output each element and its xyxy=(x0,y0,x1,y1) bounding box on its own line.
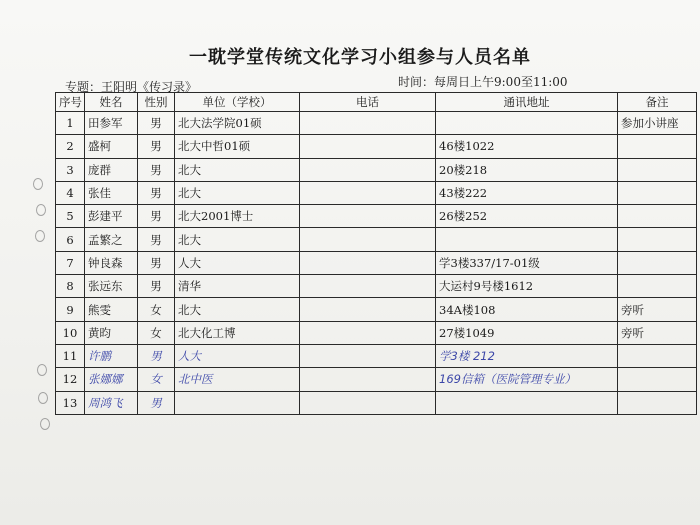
cell-name: 周鸿飞 xyxy=(85,391,138,414)
cell-no: 8 xyxy=(56,275,85,298)
cell-unit: 北中医 xyxy=(175,368,300,391)
cell-address: 34A楼108 xyxy=(436,298,618,321)
cell-unit: 清华 xyxy=(175,275,300,298)
cell-unit: 北大法学院01硕 xyxy=(175,112,300,135)
cell-phone xyxy=(300,181,436,204)
time-line: 时间：每周日上午9:00至11:00 xyxy=(398,75,568,89)
cell-gender: 女 xyxy=(138,368,175,391)
cell-name: 许鹏 xyxy=(85,344,138,367)
cell-name: 孟繁之 xyxy=(85,228,138,251)
cell-address: 27楼1049 xyxy=(436,321,618,344)
cell-no: 2 xyxy=(56,135,85,158)
cell-unit: 北大 xyxy=(175,181,300,204)
cell-address: 169信箱（医院管理专业） xyxy=(436,368,618,391)
table-row xyxy=(56,135,697,158)
header-gender: 性别 xyxy=(138,93,175,112)
cell-name: 钟良森 xyxy=(85,251,138,274)
cell-gender: 男 xyxy=(138,275,175,298)
table-row xyxy=(56,228,697,251)
cell-phone xyxy=(300,228,436,251)
table-row xyxy=(56,251,697,274)
cell-phone xyxy=(300,251,436,274)
cell-note xyxy=(618,205,697,228)
cell-unit: 人大 xyxy=(175,344,300,367)
cell-phone xyxy=(300,112,436,135)
cell-gender: 男 xyxy=(138,181,175,204)
cell-unit: 北大 xyxy=(175,298,300,321)
cell-no: 4 xyxy=(56,181,85,204)
cell-no: 3 xyxy=(56,158,85,181)
cell-phone xyxy=(300,205,436,228)
cell-no: 11 xyxy=(56,344,85,367)
table-row xyxy=(56,181,697,204)
cell-phone xyxy=(300,275,436,298)
margin-mark xyxy=(38,392,48,404)
cell-gender: 男 xyxy=(138,228,175,251)
roster-table xyxy=(55,92,697,415)
cell-address: 学3楼337/17-01级 xyxy=(436,251,618,274)
topic-line: 专题：王阳明《传习录》 xyxy=(65,80,198,94)
cell-name: 田参军 xyxy=(85,112,138,135)
cell-name: 张远东 xyxy=(85,275,138,298)
cell-note xyxy=(618,135,697,158)
cell-name: 张娜娜 xyxy=(85,368,138,391)
header-no: 序号 xyxy=(56,93,85,112)
table-row xyxy=(56,321,697,344)
cell-name: 黄昀 xyxy=(85,321,138,344)
margin-mark xyxy=(37,364,47,376)
table-row xyxy=(56,158,697,181)
cell-note: 旁听 xyxy=(618,321,697,344)
cell-no: 5 xyxy=(56,205,85,228)
cell-address: 学3楼 212 xyxy=(436,344,618,367)
cell-gender: 男 xyxy=(138,158,175,181)
cell-phone xyxy=(300,391,436,414)
cell-no: 13 xyxy=(56,391,85,414)
header-unit: 单位（学校） xyxy=(175,93,300,112)
cell-unit: 北大中哲01硕 xyxy=(175,135,300,158)
header-address: 通讯地址 xyxy=(436,93,618,112)
margin-mark xyxy=(35,230,45,242)
cell-phone xyxy=(300,158,436,181)
cell-note xyxy=(618,275,697,298)
cell-note xyxy=(618,181,697,204)
cell-note xyxy=(618,344,697,367)
cell-address: 20楼218 xyxy=(436,158,618,181)
cell-name: 张佳 xyxy=(85,181,138,204)
margin-mark xyxy=(36,204,46,216)
cell-address xyxy=(436,391,618,414)
cell-name: 熊雯 xyxy=(85,298,138,321)
table-row xyxy=(56,275,697,298)
cell-note: 旁听 xyxy=(618,298,697,321)
cell-phone xyxy=(300,321,436,344)
cell-no: 10 xyxy=(56,321,85,344)
cell-note: 参加小讲座 xyxy=(618,112,697,135)
cell-gender: 男 xyxy=(138,251,175,274)
cell-gender: 男 xyxy=(138,205,175,228)
cell-unit: 人大 xyxy=(175,251,300,274)
cell-no: 1 xyxy=(56,112,85,135)
cell-no: 9 xyxy=(56,298,85,321)
cell-note xyxy=(618,391,697,414)
cell-address xyxy=(436,228,618,251)
cell-gender: 男 xyxy=(138,391,175,414)
cell-no: 7 xyxy=(56,251,85,274)
table-row xyxy=(56,298,697,321)
table-row xyxy=(56,205,697,228)
cell-note xyxy=(618,368,697,391)
table-row xyxy=(56,391,697,414)
cell-phone xyxy=(300,298,436,321)
cell-gender: 女 xyxy=(138,298,175,321)
cell-gender: 男 xyxy=(138,112,175,135)
margin-mark xyxy=(33,178,43,190)
cell-phone xyxy=(300,344,436,367)
cell-unit: 北大化工博 xyxy=(175,321,300,344)
cell-phone xyxy=(300,135,436,158)
cell-name: 彭建平 xyxy=(85,205,138,228)
header-note: 备注 xyxy=(618,93,697,112)
cell-phone xyxy=(300,368,436,391)
cell-gender: 男 xyxy=(138,344,175,367)
cell-unit: 北大2001博士 xyxy=(175,205,300,228)
cell-note xyxy=(618,228,697,251)
header-name: 姓名 xyxy=(85,93,138,112)
cell-no: 6 xyxy=(56,228,85,251)
cell-unit: 北大 xyxy=(175,228,300,251)
cell-note xyxy=(618,158,697,181)
cell-address: 大运村9号楼1612 xyxy=(436,275,618,298)
cell-gender: 女 xyxy=(138,321,175,344)
table-row xyxy=(56,344,697,367)
header-phone: 电话 xyxy=(300,93,436,112)
table-row xyxy=(56,112,697,135)
cell-unit: 北大 xyxy=(175,158,300,181)
margin-mark xyxy=(40,418,50,430)
cell-address: 46楼1022 xyxy=(436,135,618,158)
table-header-row xyxy=(56,93,697,112)
table-row xyxy=(56,368,697,391)
cell-no: 12 xyxy=(56,368,85,391)
cell-note xyxy=(618,251,697,274)
document-title: 一耽学堂传统文化学习小组参与人员名单 xyxy=(189,47,531,68)
cell-name: 盛柯 xyxy=(85,135,138,158)
cell-address: 43楼222 xyxy=(436,181,618,204)
cell-name: 庞群 xyxy=(85,158,138,181)
cell-unit xyxy=(175,391,300,414)
cell-address: 26楼252 xyxy=(436,205,618,228)
cell-address xyxy=(436,112,618,135)
cell-gender: 男 xyxy=(138,135,175,158)
